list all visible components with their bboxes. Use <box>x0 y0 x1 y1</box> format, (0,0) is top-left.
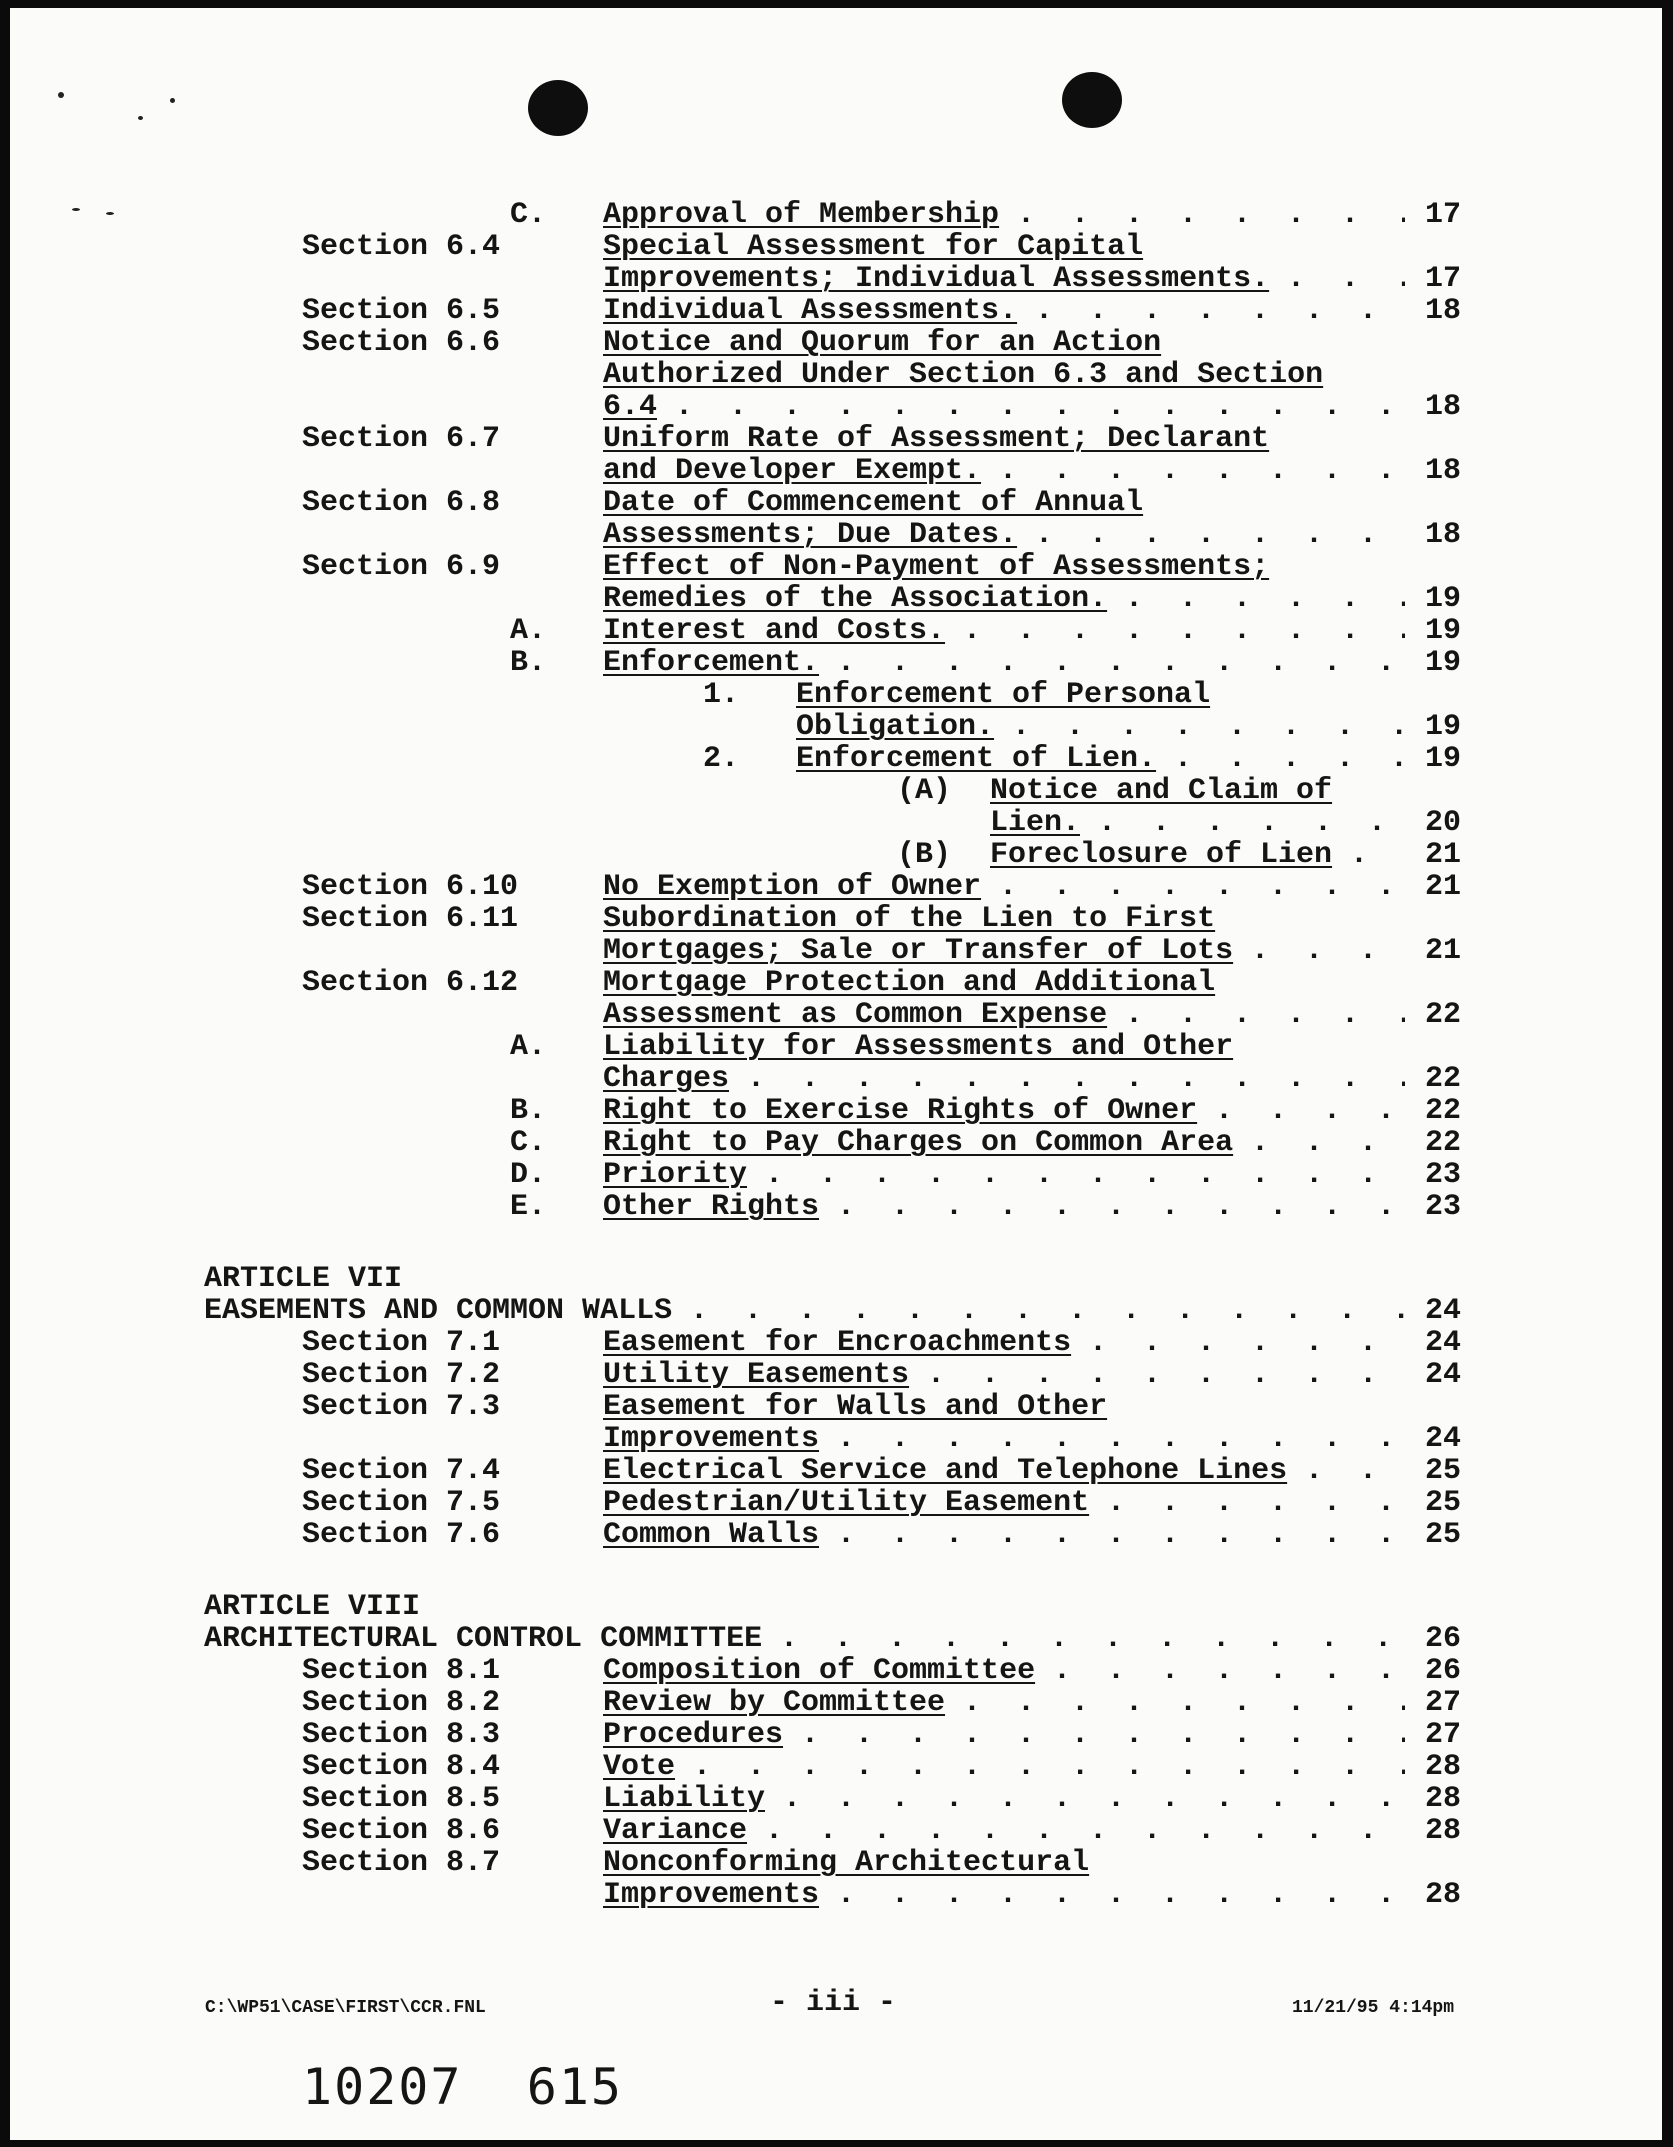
dot-leader <box>945 1686 1405 1720</box>
toc-entry[interactable] <box>10 1518 1662 1550</box>
punch-hole-left <box>528 80 588 136</box>
toc-page-number: 28 <box>1425 1782 1462 1816</box>
toc-page-number: 19 <box>1425 646 1462 680</box>
toc-page-number: 19 <box>1425 710 1462 744</box>
dot-leader <box>819 1518 1405 1552</box>
toc-page-number: 22 <box>1425 1126 1462 1160</box>
entry-title-link[interactable]: Authorized Under Section 6.3 and Section <box>603 358 1324 392</box>
entry-title-link[interactable]: Special Assessment for Capital <box>603 230 1144 264</box>
table-of-contents <box>10 198 1662 1910</box>
dot-leader <box>945 614 1405 648</box>
toc-page-number: 22 <box>1425 1094 1462 1128</box>
toc-page-number: 19 <box>1425 582 1462 616</box>
section-label: Section 8.5 <box>302 1782 501 1816</box>
dot-leader <box>981 454 1405 488</box>
toc-page-number: 21 <box>1425 838 1462 872</box>
entry-title-link[interactable]: Variance <box>603 1814 748 1848</box>
entry-title-link[interactable]: Priority <box>603 1158 748 1192</box>
toc-entry[interactable] <box>10 1718 1662 1750</box>
dot-leader <box>765 1782 1405 1816</box>
toc-page-number: 25 <box>1425 1486 1462 1520</box>
toc-entry[interactable] <box>10 1190 1662 1222</box>
toc-page-number: 17 <box>1425 262 1462 296</box>
toc-entry[interactable] <box>10 1326 1662 1358</box>
toc-entry[interactable] <box>10 1158 1662 1190</box>
entry-title-link[interactable]: Composition of Committee <box>603 1654 1036 1688</box>
section-label: Section 6.6 <box>302 326 501 360</box>
toc-page-number: 28 <box>1425 1878 1462 1912</box>
dot-leader <box>1089 1486 1405 1520</box>
dot-leader <box>747 1814 1405 1848</box>
toc-entry[interactable] <box>10 1814 1662 1846</box>
entry-title-link[interactable]: Uniform Rate of Assessment; Declarant <box>603 422 1270 456</box>
dot-leader <box>819 1422 1405 1456</box>
section-label: Section 6.8 <box>302 486 501 520</box>
entry-title-link[interactable]: Subordination of the Lien to First <box>603 902 1216 936</box>
subsection-label: (B) <box>897 838 952 872</box>
dot-leader <box>819 646 1405 680</box>
dot-leader <box>1287 1454 1405 1488</box>
dot-leader <box>1269 262 1405 296</box>
toc-entry[interactable] <box>10 774 1662 806</box>
toc-page-number: 22 <box>1425 998 1462 1032</box>
toc-entry[interactable] <box>10 1358 1662 1390</box>
entry-title-link[interactable]: Date of Commencement of Annual <box>603 486 1144 520</box>
entry-title-link[interactable]: Enforcement of Personal <box>796 678 1211 712</box>
dot-leader <box>1035 1654 1405 1688</box>
entry-title-link[interactable]: Pedestrian/Utility Easement <box>603 1486 1090 1520</box>
toc-entry[interactable] <box>10 1846 1662 1878</box>
toc-page-number: 26 <box>1425 1622 1462 1656</box>
subsection-label: C. <box>510 1126 547 1160</box>
dot-leader <box>819 1878 1405 1912</box>
article-number: ARTICLE VIII <box>204 1590 421 1624</box>
toc-entry-continuation[interactable] <box>10 998 1662 1030</box>
toc-page-number: 28 <box>1425 1814 1462 1848</box>
dot-leader <box>747 1158 1405 1192</box>
section-label: Section 6.9 <box>302 550 501 584</box>
entry-title-link[interactable]: Foreclosure of Lien <box>990 838 1333 872</box>
section-label: Section 6.11 <box>302 902 519 936</box>
section-label: Section 7.5 <box>302 1486 501 1520</box>
section-label: Section 6.12 <box>302 966 519 1000</box>
toc-entry[interactable] <box>10 1622 1662 1654</box>
entry-title-link[interactable]: Easement for Encroachments <box>603 1326 1072 1360</box>
toc-entry-continuation[interactable] <box>10 934 1662 966</box>
toc-entry-continuation[interactable] <box>10 518 1662 550</box>
section-gap <box>10 1222 1662 1262</box>
dot-leader <box>981 870 1405 904</box>
toc-entry[interactable] <box>10 742 1662 774</box>
section-label: Section 7.6 <box>302 1518 501 1552</box>
toc-page-number: 22 <box>1425 1062 1462 1096</box>
toc-entry-continuation[interactable] <box>10 710 1662 742</box>
toc-entry[interactable] <box>10 838 1662 870</box>
scan-speck <box>138 116 143 120</box>
toc-entry[interactable] <box>10 1782 1662 1814</box>
dot-leader <box>1107 582 1405 616</box>
toc-entry-continuation[interactable] <box>10 1062 1662 1094</box>
toc-entry[interactable] <box>10 1390 1662 1422</box>
toc-page-number: 24 <box>1425 1358 1462 1392</box>
entry-title-link[interactable]: Nonconforming Architectural <box>603 1846 1090 1880</box>
toc-entry-continuation[interactable] <box>10 1878 1662 1910</box>
toc-entry[interactable] <box>10 870 1662 902</box>
toc-entry-continuation[interactable] <box>10 262 1662 294</box>
toc-entry[interactable] <box>10 614 1662 646</box>
toc-entry-continuation[interactable] <box>10 1422 1662 1454</box>
toc-page-number: 21 <box>1425 934 1462 968</box>
entry-title-link[interactable]: Electrical Service and Telephone Lines <box>603 1454 1288 1488</box>
entry-title-link[interactable]: Approval of Membership <box>603 198 1000 232</box>
section-label: Section 8.4 <box>302 1750 501 1784</box>
entry-title-link[interactable]: and Developer Exempt. <box>603 454 982 488</box>
toc-entry[interactable] <box>10 294 1662 326</box>
dot-leader <box>994 710 1405 744</box>
entry-title-link[interactable]: Vote <box>603 1750 676 1784</box>
toc-page-number: 19 <box>1425 742 1462 776</box>
section-label: Section 8.6 <box>302 1814 501 1848</box>
section-label: Section 6.5 <box>302 294 501 328</box>
subsection-label: A. <box>510 614 547 648</box>
toc-entry[interactable] <box>10 1686 1662 1718</box>
toc-entry[interactable] <box>10 1294 1662 1326</box>
print-datetime: 11/21/95 4:14pm <box>1292 1998 1455 2018</box>
entry-title-link[interactable]: Right to Pay Charges on Common Area <box>603 1126 1234 1160</box>
dot-leader <box>1017 294 1405 328</box>
toc-entry[interactable] <box>10 646 1662 678</box>
toc-entry-continuation[interactable] <box>10 454 1662 486</box>
toc-entry-continuation[interactable] <box>10 806 1662 838</box>
toc-entry[interactable] <box>10 198 1662 230</box>
subsection-label: B. <box>510 646 547 680</box>
dot-leader <box>1017 518 1405 552</box>
entry-title-link[interactable]: Improvements <box>603 1422 820 1456</box>
dot-leader <box>819 1190 1405 1224</box>
dot-leader <box>675 1750 1405 1784</box>
dot-leader <box>1080 806 1405 840</box>
article-title: ARCHITECTURAL CONTROL COMMITTEE <box>204 1622 763 1656</box>
entry-title-link[interactable]: Common Walls <box>603 1518 820 1552</box>
document-page <box>10 8 1662 2140</box>
dot-leader <box>1071 1326 1405 1360</box>
subsection-label: D. <box>510 1158 547 1192</box>
entry-title-link[interactable]: Other Rights <box>603 1190 820 1224</box>
toc-entry[interactable] <box>10 966 1662 998</box>
toc-entry[interactable] <box>10 1030 1662 1062</box>
toc-page-number: 28 <box>1425 1750 1462 1784</box>
dot-leader <box>1156 742 1405 776</box>
toc-entry[interactable] <box>10 230 1662 262</box>
entry-title-link[interactable]: Improvements; Individual Assessments. <box>603 262 1270 296</box>
subsection-label: 2. <box>703 742 740 776</box>
entry-title-link[interactable]: Mortgage Protection and Additional <box>603 966 1216 1000</box>
toc-page-number: 18 <box>1425 390 1462 424</box>
entry-title-link[interactable]: Liability for Assessments and Other <box>603 1030 1234 1064</box>
toc-page-number: 24 <box>1425 1422 1462 1456</box>
toc-entry[interactable] <box>10 326 1662 358</box>
article-heading <box>10 1590 1662 1622</box>
document-stamp: 10207 615 <box>302 2058 624 2116</box>
toc-page-number: 17 <box>1425 198 1462 232</box>
toc-page-number: 23 <box>1425 1190 1462 1224</box>
dot-leader <box>1332 838 1405 872</box>
section-label: Section 7.2 <box>302 1358 501 1392</box>
toc-entry[interactable] <box>10 422 1662 454</box>
dot-leader <box>762 1622 1405 1656</box>
entry-title-link[interactable]: Assessments; Due Dates. <box>603 518 1018 552</box>
subsection-label: B. <box>510 1094 547 1128</box>
page-number: - iii - <box>770 1986 897 2020</box>
dot-leader <box>1233 934 1405 968</box>
toc-page-number: 19 <box>1425 614 1462 648</box>
entry-title-link[interactable]: Mortgages; Sale or Transfer of Lots <box>603 934 1234 968</box>
entry-title-link[interactable]: Review by Committee <box>603 1686 946 1720</box>
toc-page-number: 18 <box>1425 454 1462 488</box>
toc-entry-continuation[interactable] <box>10 358 1662 390</box>
entry-title-link[interactable]: Liability <box>603 1782 766 1816</box>
section-gap <box>10 1550 1662 1590</box>
entry-title-link[interactable]: Assessment as Common Expense <box>603 998 1108 1032</box>
dot-leader <box>783 1718 1405 1752</box>
subsection-label: C. <box>510 198 547 232</box>
toc-entry[interactable] <box>10 1486 1662 1518</box>
article-number: ARTICLE VII <box>204 1262 403 1296</box>
dot-leader <box>1107 998 1405 1032</box>
toc-page-number: 24 <box>1425 1294 1462 1328</box>
scan-speck <box>170 98 175 103</box>
toc-entry-continuation[interactable] <box>10 582 1662 614</box>
section-label: Section 7.4 <box>302 1454 501 1488</box>
toc-page-number: 27 <box>1425 1718 1462 1752</box>
dot-leader <box>909 1358 1405 1392</box>
entry-title-link[interactable]: Enforcement of Lien. <box>796 742 1157 776</box>
toc-page-number: 25 <box>1425 1518 1462 1552</box>
toc-page-number: 21 <box>1425 870 1462 904</box>
entry-title-link[interactable]: Utility Easements <box>603 1358 910 1392</box>
entry-title-link[interactable]: Improvements <box>603 1878 820 1912</box>
entry-title-link[interactable]: Right to Exercise Rights of Owner <box>603 1094 1198 1128</box>
article-title: EASEMENTS AND COMMON WALLS <box>204 1294 673 1328</box>
toc-entry[interactable] <box>10 1750 1662 1782</box>
article-heading <box>10 1262 1662 1294</box>
subsection-label: A. <box>510 1030 547 1064</box>
dot-leader <box>657 390 1405 424</box>
toc-page-number: 18 <box>1425 518 1462 552</box>
toc-entry[interactable] <box>10 902 1662 934</box>
entry-title-link[interactable]: Easement for Walls and Other <box>603 1390 1108 1424</box>
toc-entry[interactable] <box>10 1094 1662 1126</box>
dot-leader <box>999 198 1405 232</box>
toc-page-number: 18 <box>1425 294 1462 328</box>
dot-leader <box>672 1294 1405 1328</box>
section-label: Section 7.3 <box>302 1390 501 1424</box>
section-label: Section 8.7 <box>302 1846 501 1880</box>
section-label: Section 6.10 <box>302 870 519 904</box>
toc-entry[interactable] <box>10 1654 1662 1686</box>
subsection-label: E. <box>510 1190 547 1224</box>
scan-speck <box>58 92 64 98</box>
toc-page-number: 20 <box>1425 806 1462 840</box>
entry-title-link[interactable]: No Exemption of Owner <box>603 870 982 904</box>
section-label: Section 7.1 <box>302 1326 501 1360</box>
toc-entry[interactable] <box>10 1454 1662 1486</box>
section-label: Section 8.2 <box>302 1686 501 1720</box>
toc-page-number: 27 <box>1425 1686 1462 1720</box>
toc-page-number: 23 <box>1425 1158 1462 1192</box>
dot-leader <box>729 1062 1405 1096</box>
subsection-label: (A) <box>897 774 952 808</box>
section-label: Section 6.4 <box>302 230 501 264</box>
toc-entry[interactable] <box>10 486 1662 518</box>
entry-title-link[interactable]: Remedies of the Association. <box>603 582 1108 616</box>
entry-title-link[interactable]: Individual Assessments. <box>603 294 1018 328</box>
section-label: Section 6.7 <box>302 422 501 456</box>
toc-page-number: 26 <box>1425 1654 1462 1688</box>
entry-title-link[interactable]: 6.4 <box>603 390 658 424</box>
punch-hole-right <box>1062 72 1122 128</box>
entry-title-link[interactable]: Obligation. <box>796 710 995 744</box>
subsection-label: 1. <box>703 678 740 712</box>
section-label: Section 8.1 <box>302 1654 501 1688</box>
toc-page-number: 25 <box>1425 1454 1462 1488</box>
entry-title-link[interactable]: Effect of Non-Payment of Assessments; <box>603 550 1270 584</box>
file-path: C:\WP51\CASE\FIRST\CCR.FNL <box>205 1998 486 2018</box>
dot-leader <box>1197 1094 1405 1128</box>
section-label: Section 8.3 <box>302 1718 501 1752</box>
entry-title-link[interactable]: Lien. <box>990 806 1081 840</box>
entry-title-link[interactable]: Notice and Quorum for an Action <box>603 326 1162 360</box>
toc-entry[interactable] <box>10 1126 1662 1158</box>
dot-leader <box>1233 1126 1405 1160</box>
entry-title-link[interactable]: Interest and Costs. <box>603 614 946 648</box>
entry-title-link[interactable]: Charges <box>603 1062 730 1096</box>
entry-title-link[interactable]: Procedures <box>603 1718 784 1752</box>
entry-title-link[interactable]: Enforcement. <box>603 646 820 680</box>
toc-page-number: 24 <box>1425 1326 1462 1360</box>
entry-title-link[interactable]: Notice and Claim of <box>990 774 1333 808</box>
toc-entry-continuation[interactable] <box>10 390 1662 422</box>
toc-entry[interactable] <box>10 678 1662 710</box>
toc-entry[interactable] <box>10 550 1662 582</box>
